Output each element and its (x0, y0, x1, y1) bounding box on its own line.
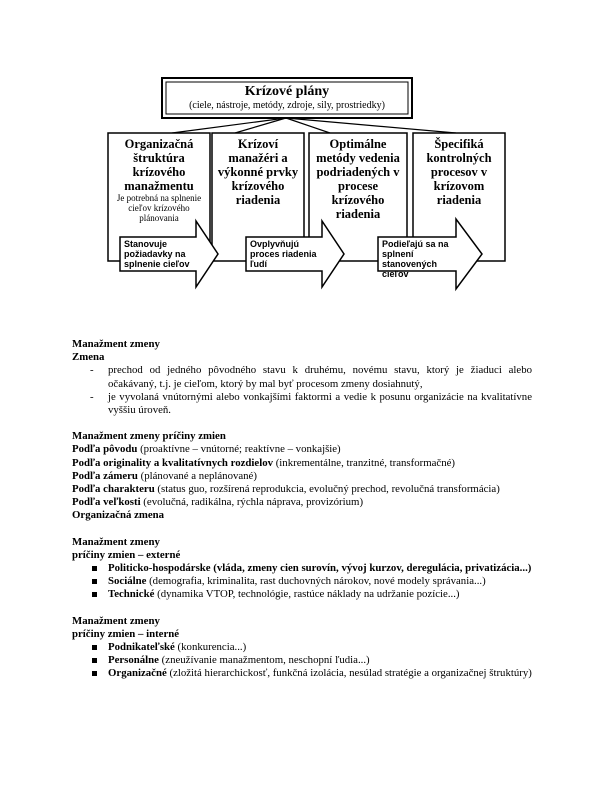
cause-label: Podľa charakteru (72, 483, 155, 496)
arrow-1-text: Stanovuje požiadavky na splnenie cieľov (124, 239, 190, 269)
item-label: Sociálne (108, 575, 147, 588)
column-1 (110, 137, 208, 223)
list-item (72, 654, 532, 667)
cause-text: (evolučná, radikálna, rýchla náprava, provizórium) (140, 496, 364, 509)
item-text: (dynamika VTOP, technológie, rastúce náklady na udržanie pozície...) (154, 588, 460, 601)
cause-text: (status guo, rozšírená reprodukcia, evolučný prechod, revolučná transformácia) (154, 483, 500, 496)
section-3-list (72, 562, 532, 602)
item-text: (konkurencia...) (174, 641, 247, 654)
section-1-heading: Manažment zmeny (72, 338, 160, 350)
cause-row (72, 483, 532, 496)
cause-row (72, 470, 532, 483)
list-item (72, 588, 532, 601)
krizove-plany-diagram (0, 0, 600, 330)
connector-lines (172, 118, 456, 133)
column-3-title: Optimálne metódy vedenia podriadených v procese krízového riadenia (316, 137, 400, 221)
section-3-subheading: príčiny zmien – externé (72, 548, 181, 561)
column-2-title: Krízoví manažéri a výkonné prvky krízového riadenia (217, 137, 299, 207)
item-label: Podnikateľské (108, 641, 175, 654)
section-2-heading: Manažment zmeny príčiny zmien (72, 430, 226, 443)
item-label: Technické (108, 588, 155, 601)
document-body (72, 338, 532, 681)
section-4-list (72, 641, 532, 681)
item-text: (zneužívanie manažmentom, neschopní ľudia...) (158, 654, 370, 667)
section-1-list (72, 364, 532, 417)
cause-label: Podľa zámeru (72, 469, 138, 482)
cause-row (72, 457, 532, 470)
arrow-3-text: Podieľajú sa na splnení stanovených cieľov (382, 239, 449, 279)
cause-text: (proaktívne – vnútorné; reaktívne – vonkajšie) (137, 443, 341, 456)
item-text: (demografia, kriminalita, rast duchovných nárokov, nové modely správania...) (146, 575, 486, 588)
cause-row (72, 443, 532, 456)
cause-label: Podľa originality a kvalitatívnych rozdielov (72, 456, 274, 469)
column-1-note: Je potrebná na splnenie cieľov krízového plánovania (116, 193, 202, 223)
top-box-subtitle: (ciele, nástroje, metódy, zdroje, sily, prostriedky) (189, 100, 385, 111)
list-item (72, 641, 532, 654)
top-box (166, 84, 408, 112)
cause-row (72, 496, 532, 509)
section-4-subheading: príčiny zmien – interné (72, 627, 180, 640)
column-4 (415, 137, 503, 207)
section-4-heading: Manažment zmeny (72, 614, 160, 627)
item-label: Organizačné (108, 667, 167, 680)
list-item (72, 667, 532, 680)
cause-label: Podľa veľkosti (72, 496, 141, 509)
column-1-title: Organizačná štruktúra krízového manažmentu (124, 137, 194, 193)
item-text: (zložitá hierarchickosť, funkčná izolácia, nesúlad stratégie a organizačnej štruktúry) (166, 667, 532, 680)
item-label: Personálne (108, 654, 159, 667)
section-3-heading: Manažment zmeny (72, 535, 160, 548)
arrow-2-text: Ovplyvňujú proces riadenia ľudí (250, 239, 317, 269)
list-item (72, 562, 532, 575)
section-1-subheading: Zmena (72, 351, 105, 364)
list-item: - je vyvolaná vnútornými alebo vonkajšími faktormi a vedie k posunu organizácie na kvalitatívne vyššiu úroveň. (72, 391, 532, 417)
list-item (72, 575, 532, 588)
cause-text: (inkrementálne, tranzitné, transformačné) (273, 456, 455, 469)
section-2-last: Organizačná zmena (72, 509, 165, 522)
list-item: - prechod od jedného pôvodného stavu k druhému, novému stavu, ktorý je žiaduci alebo očakávaný, t.j. je cieľom, ktorý by mal byť procesom zmeny dosiahnutý, (72, 364, 532, 390)
item-label: Politicko-hospodárske (vláda, zmeny cien surovín, vývoj kurzov, deregulácia, privatizácia...) (108, 562, 532, 575)
column-2 (214, 137, 302, 207)
top-box-title: Krízové plány (244, 84, 330, 99)
cause-text: (plánované a neplánované) (137, 469, 257, 482)
column-4-title: Špecifiká kontrolných procesov v krízovom riadenia (426, 137, 492, 207)
cause-label: Podľa pôvodu (72, 443, 138, 456)
column-3 (311, 137, 405, 221)
